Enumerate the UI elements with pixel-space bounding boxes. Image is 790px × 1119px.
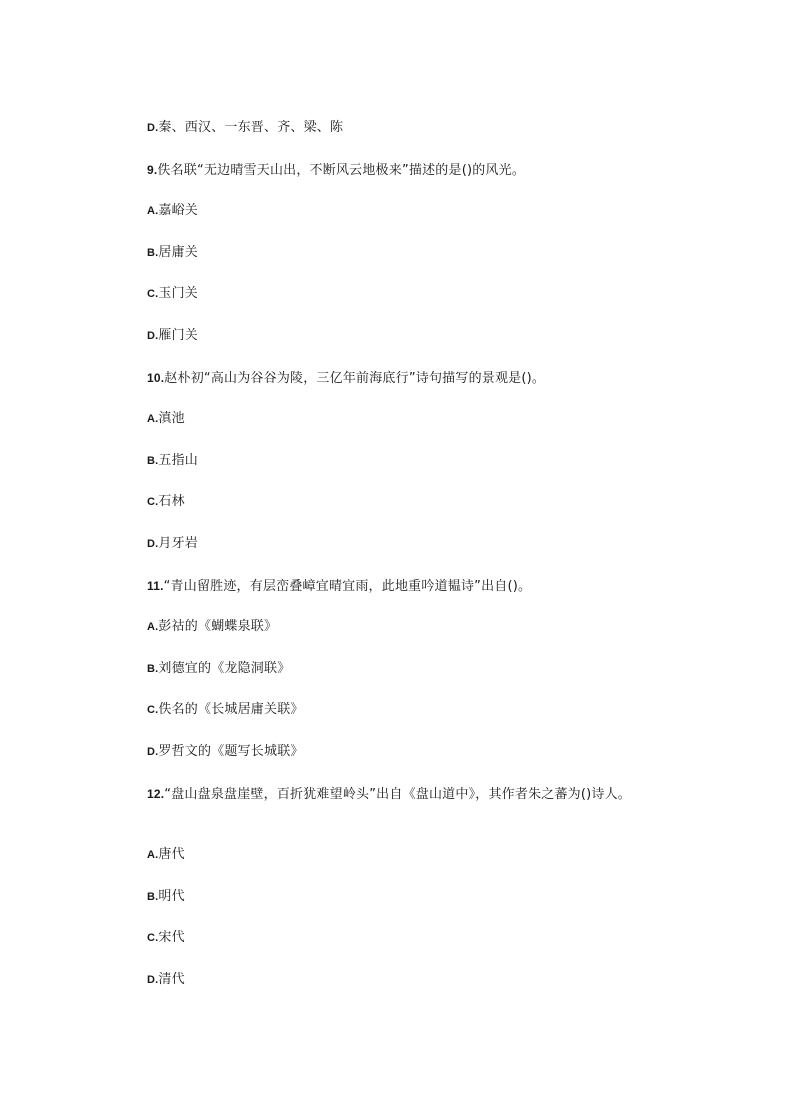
option-letter: B. (147, 247, 159, 259)
option-text: 滇池 (158, 411, 185, 426)
option-text: 唐代 (158, 847, 185, 862)
question-text: “盘山盘泉盘崖壁，百折犹难望岭头”出自《盘山道中》，其作者朱之蕃为()诗人。 (164, 787, 632, 802)
option-letter: D. (147, 974, 159, 986)
option-line (147, 701, 304, 719)
option-line (147, 660, 290, 678)
option-line (147, 493, 185, 511)
option-letter: B. (147, 455, 159, 467)
option-line (147, 846, 185, 864)
question-number: 12. (147, 787, 165, 801)
option-line (147, 743, 304, 761)
option-letter: A. (147, 621, 159, 633)
option-line (147, 535, 198, 553)
option-line (147, 202, 198, 220)
question-line (147, 577, 531, 596)
option-text: 清代 (158, 972, 185, 987)
option-letter: C. (147, 288, 159, 300)
option-text: 罗哲文的《题写长城联》 (158, 744, 304, 759)
option-letter: B. (147, 891, 159, 903)
option-text: 月牙岩 (158, 536, 199, 551)
option-line (147, 410, 185, 428)
question-number: 9. (147, 163, 158, 177)
question-text: 佚名联“无边晴雪天山出，不断风云地极来”描述的是()的风光。 (157, 163, 526, 178)
option-letter: A. (147, 413, 159, 425)
option-text: 嘉峪关 (158, 203, 199, 218)
option-letter: B. (147, 663, 159, 675)
option-line (147, 244, 198, 262)
option-line (147, 888, 185, 906)
option-text: 雁门关 (158, 328, 199, 343)
option-line (147, 971, 185, 989)
option-letter: C. (147, 496, 159, 508)
option-text: 宋代 (158, 930, 185, 945)
option-letter: C. (147, 704, 159, 716)
option-letter: D. (147, 122, 159, 134)
option-text: 彭祜的《蝴蝶泉联》 (158, 619, 278, 634)
question-text: “青山留胜迹，有层峦叠嶂宜晴宜雨，此地重吟道韫诗”出自()。 (163, 579, 532, 594)
option-text: 秦、西汉、一东晋、齐、梁、陈 (158, 120, 344, 135)
question-number: 10. (147, 371, 165, 385)
option-line (147, 618, 277, 636)
question-number: 11. (147, 579, 164, 593)
option-text: 刘德宜的《龙隐洞联》 (158, 661, 291, 676)
question-line (147, 369, 545, 388)
option-text: 佚名的《长城居庸关联》 (158, 702, 304, 717)
option-line (147, 119, 343, 137)
option-line (147, 327, 198, 345)
option-letter: C. (147, 932, 159, 944)
option-letter: D. (147, 746, 159, 758)
option-text: 石林 (158, 494, 185, 509)
option-text: 玉门关 (158, 286, 199, 301)
question-line (147, 161, 525, 180)
option-line (147, 929, 185, 947)
question-line (147, 785, 631, 804)
option-text: 明代 (158, 889, 185, 904)
option-letter: A. (147, 205, 159, 217)
option-line (147, 452, 198, 470)
option-line (147, 285, 198, 303)
option-text: 五指山 (158, 453, 199, 468)
option-letter: D. (147, 330, 159, 342)
option-letter: A. (147, 849, 159, 861)
option-text: 居庸关 (158, 245, 199, 260)
question-text: 赵朴初“高山为谷谷为陵，三亿年前海底行”诗句描写的景观是()。 (164, 371, 546, 386)
option-letter: D. (147, 538, 159, 550)
